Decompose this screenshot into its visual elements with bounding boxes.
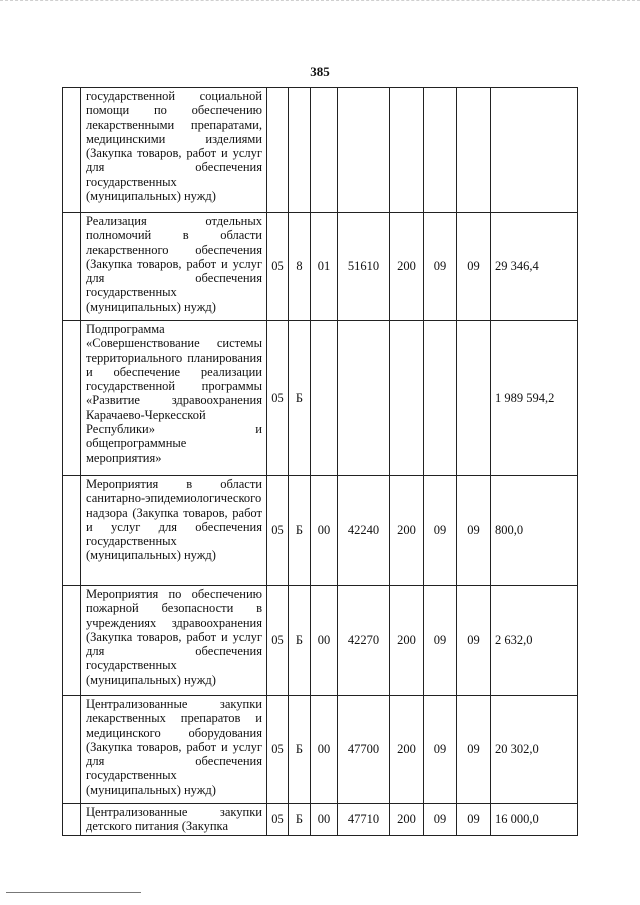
page-number: 385 [310,64,330,79]
cell-code-7 [457,321,491,476]
row-description: Реализация отдельных полномочий в области лекарственного обеспечения (Закупка товаров, работ и услуг для обеспечения государственных (муниципальных) нужд) [81,213,267,321]
cell-code-3 [311,88,338,213]
cell-code-2: Б [289,476,311,586]
cell-code-1: 05 [267,586,289,696]
cell-code-5: 200 [390,804,424,836]
cell-code-4: 42270 [338,586,390,696]
cell-code-6: 09 [424,696,457,804]
scan-top-edge [0,0,640,13]
row-description: Централизованные закупки детского питания (Закупка [81,804,267,836]
cell-code-1: 05 [267,321,289,476]
cell-code-2: Б [289,586,311,696]
row-description: Подпрограмма «Совершенствование системы территориального планирования и обеспечение реализации государственной программы «Развитие здравоохранения Карачаево-Черкесской Республики» и общепрограммные мероприятия» [81,321,267,476]
cell-code-5: 200 [390,476,424,586]
cell-code-5: 200 [390,213,424,321]
cell-amount [491,88,578,213]
cell-code-3: 01 [311,213,338,321]
cell-code-4 [338,321,390,476]
cell-code-7: 09 [457,586,491,696]
row-description: Мероприятия по обеспечению пожарной безопасности в учреждениях здравоохранения (Закупка товаров, работ и услуг для обеспечения государственных (муниципальных) нужд) [81,586,267,696]
cell-code-5: 200 [390,696,424,804]
row-description: Мероприятия в области санитарно-эпидемиологического надзора (Закупка товаров, работ и услуг для обеспечения государственных (муниципальных) нужд) [81,476,267,586]
cell-code-1: 05 [267,476,289,586]
cell-code-6: 09 [424,213,457,321]
cell-code-4: 42240 [338,476,390,586]
cell-code-1 [267,88,289,213]
cell-amount: 2 632,0 [491,586,578,696]
cell-code-6: 09 [424,476,457,586]
cell-code-2: Б [289,321,311,476]
table-row [63,476,578,586]
cell-code-7: 09 [457,476,491,586]
table-row [63,213,578,321]
scan-bottom-line [6,892,141,893]
cell-code-6 [424,321,457,476]
cell-code-5 [390,88,424,213]
cell-code-6: 09 [424,586,457,696]
cell-amount: 29 346,4 [491,213,578,321]
cell-code-3: 00 [311,586,338,696]
table-row [63,804,578,836]
cell-code-3: 00 [311,476,338,586]
row-description: Централизованные закупки лекарственных препаратов и медицинского оборудования (Закупка товаров, работ и услуг для обеспечения государственных (муниципальных) нужд) [81,696,267,804]
cell-code-1: 05 [267,696,289,804]
cell-code-3 [311,321,338,476]
cell-code-2: 8 [289,213,311,321]
cell-code-4 [338,88,390,213]
cell-code-1: 05 [267,213,289,321]
budget-table [62,87,578,836]
cell-code-3: 00 [311,804,338,836]
cell-code-4: 51610 [338,213,390,321]
table-row [63,88,578,213]
cell-code-1: 05 [267,804,289,836]
table-row [63,586,578,696]
cell-code-5: 200 [390,586,424,696]
cell-amount: 800,0 [491,476,578,586]
cell-code-7: 09 [457,696,491,804]
table-row [63,696,578,804]
cell-code-7: 09 [457,804,491,836]
table-row [63,321,578,476]
cell-code-3: 00 [311,696,338,804]
cell-amount: 16 000,0 [491,804,578,836]
cell-code-6 [424,88,457,213]
cell-code-2 [289,88,311,213]
cell-amount: 20 302,0 [491,696,578,804]
cell-code-4: 47700 [338,696,390,804]
cell-code-4: 47710 [338,804,390,836]
row-description: государственной социальной помощи по обеспечению лекарственными препаратами, медицинскими изделиями (Закупка товаров, работ и услуг для обеспечения государственных (муниципальных) нужд) [81,88,267,213]
cell-code-7: 09 [457,213,491,321]
cell-code-5 [390,321,424,476]
cell-code-7 [457,88,491,213]
cell-amount: 1 989 594,2 [491,321,578,476]
cell-code-2: Б [289,804,311,836]
cell-code-2: Б [289,696,311,804]
cell-code-6: 09 [424,804,457,836]
